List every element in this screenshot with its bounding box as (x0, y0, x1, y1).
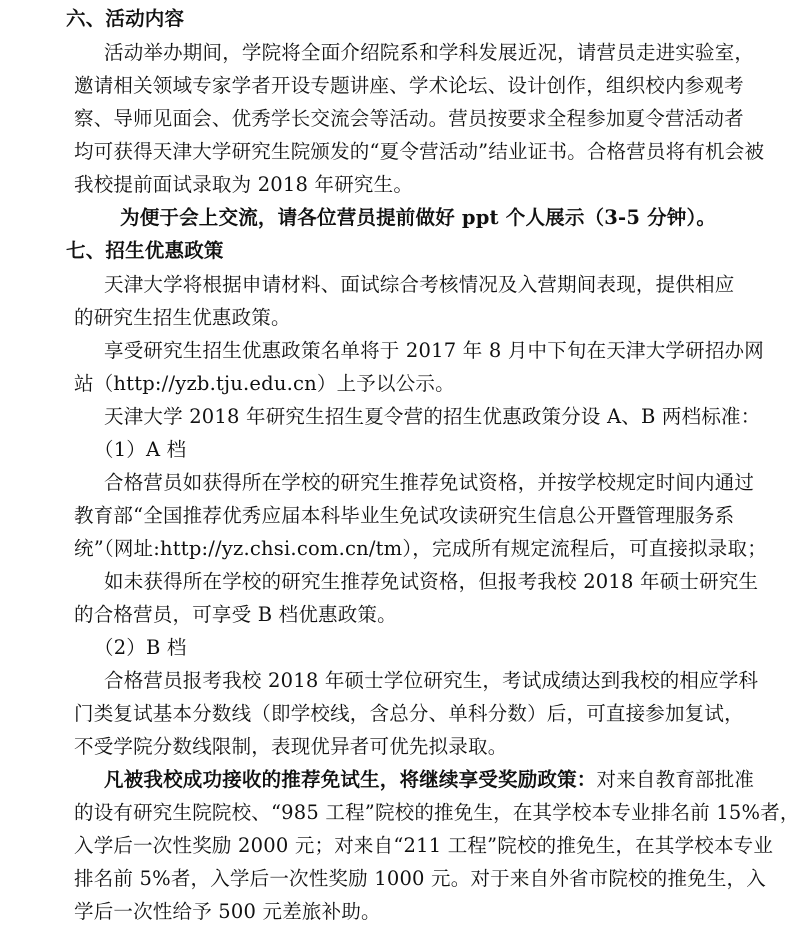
paragraph-line: 学后一次性给予 500 元差旅补助。 (74, 900, 381, 923)
paragraph-line: 的研究生招生优惠政策。 (74, 306, 291, 329)
paragraph-line: 统”（网址:http://yz.chsi.com.cn/tm），完成所有规定流程后，可直接拟录取； (74, 537, 767, 560)
paragraph-line: 的设有研究生院院校、“985 工程”院校的推免生，在其学校本专业排名前 15%者， (74, 801, 800, 824)
paragraph-line: 如未获得所在学校的研究生推荐免试资格，但报考我校 2018 年硕士研究生 (104, 570, 759, 593)
paragraph-line: 察、导师见面会、优秀学长交流会等活动。营员按要求全程参加夏令营活动者 (74, 107, 744, 130)
paragraph-line: 门类复试基本分数线（即学校线，含总分、单科分数）后，可直接参加复试， (74, 702, 744, 725)
paragraph-line: 均可获得天津大学研究生院颁发的“夏令营活动”结业证书。合格营员将有机会被 (74, 140, 765, 163)
paragraph-line: 我校提前面试录取为 2018 年研究生。 (74, 173, 414, 196)
presentation-notice: 为便于会上交流，请各位营员提前做好 ppt 个人展示（3-5 分钟）。 (120, 206, 717, 229)
subheading-grade-a: （1）A 档 (94, 438, 187, 461)
paragraph-line: 合格营员如获得所在学校的研究生推荐免试资格，并按学校规定时间内通过 (104, 471, 755, 494)
paragraph-line: 享受研究生招生优惠政策名单将于 2017 年 8 月中下旬在天津大学研招办网 (104, 339, 764, 362)
paragraph-line: 天津大学 2018 年研究生招生夏令营的招生优惠政策分设 A、B 两档标准： (104, 405, 761, 428)
paragraph-line: 邀请相关领域专家学者开设专题讲座、学术论坛、设计创作，组织校内参观考 (74, 74, 744, 97)
paragraph-line: 站（http://yzb.tju.edu.cn）上予以公示。 (74, 372, 455, 395)
paragraph-line: 活动举办期间，学院将全面介绍院系和学科发展近况，请营员走进实验室， (104, 41, 755, 64)
paragraph-line: 不受学院分数线限制，表现优异者可优先拟录取。 (74, 735, 508, 758)
section-heading-policy: 七、招生优惠政策 (66, 239, 224, 262)
reward-policy-continuation: 对来自教育部批准 (596, 768, 755, 791)
paragraph-line: 排名前 5%者，入学后一次性奖励 1000 元。对于来自外省市院校的推免生，入 (74, 867, 766, 890)
reward-policy-line (104, 763, 754, 797)
paragraph-line: 天津大学将根据申请材料、面试综合考核情况及入营期间表现，提供相应 (104, 273, 735, 296)
section-heading-activity: 六、活动内容 (66, 7, 185, 30)
paragraph-line: 入学后一次性奖励 2000 元；对来自“211 工程”院校的推免生，在其学校本专业 (74, 834, 774, 857)
paragraph-line: 教育部“全国推荐优秀应届本科毕业生免试攻读研究生信息公开暨管理服务系 (74, 504, 735, 527)
paragraph-line: 的合格营员，可享受 B 档优惠政策。 (74, 603, 397, 626)
reward-policy-emphasis: 凡被我校成功接收的推荐免试生，将继续享受奖励政策： (104, 768, 597, 791)
subheading-grade-b: （2）B 档 (94, 636, 187, 659)
paragraph-line: 合格营员报考我校 2018 年硕士学位研究生，考试成绩达到我校的相应学科 (104, 669, 759, 692)
